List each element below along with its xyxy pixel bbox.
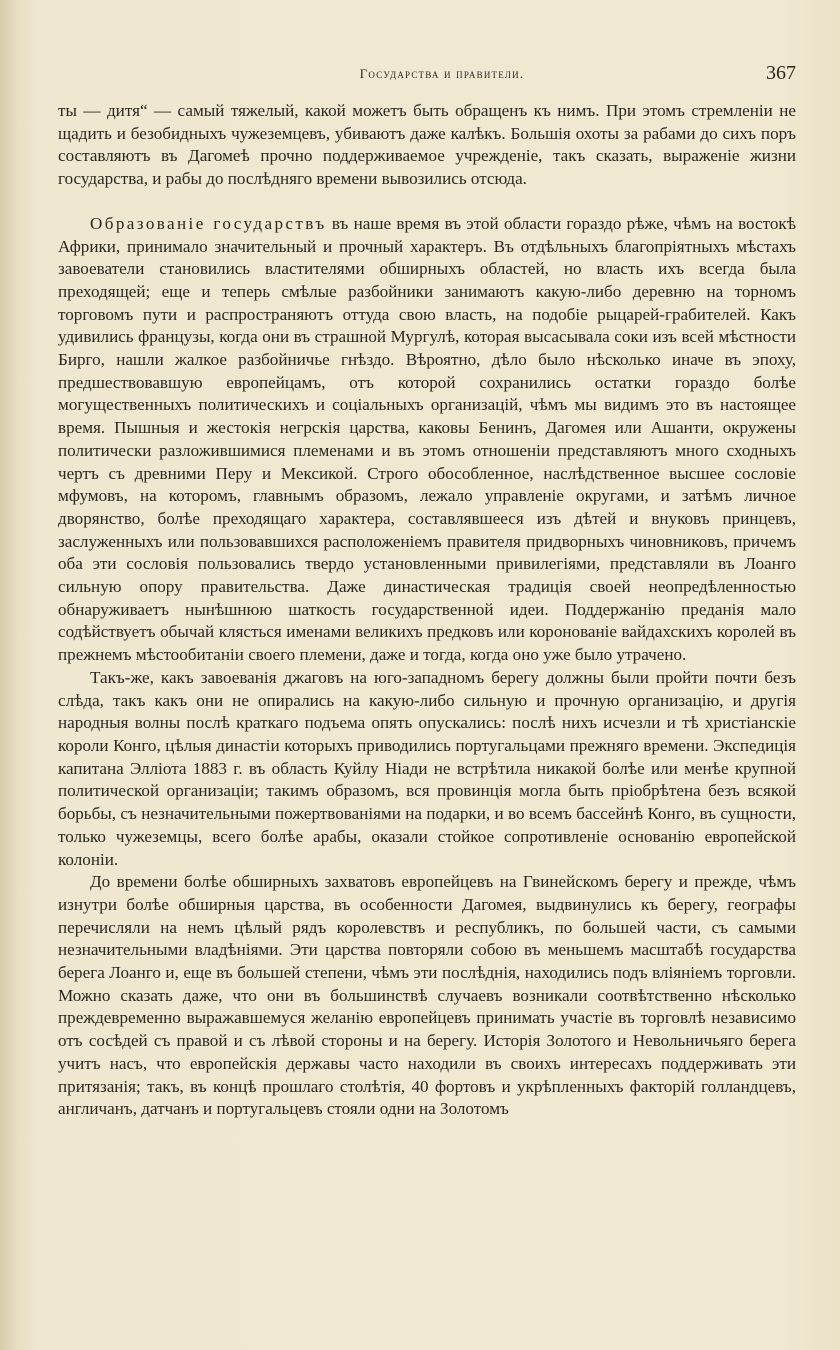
page-number: 367 [766, 62, 796, 84]
paragraph-4 [58, 871, 796, 1121]
paragraph-4-text: До времени болѣе обширныхъ захватовъ европейцевъ на Гвинейскомъ берегу и прежде, чѣмъ изнутри болѣе обширныя царства, въ особенности Дагомея, выдвинулись къ берегу, географы перечисляли на немъ цѣлый рядъ королевствъ и республикъ, по большей части, съ самыми незначительными владѣніями. Эти царства повторяли собою въ меньшемъ масштабѣ государства берега Лоанго и, еще въ большей степени, чѣмъ эти послѣднія, находились подъ вліяніемъ торговли. Можно сказать даже, что они въ большинствѣ случаевъ возникали соотвѣтственно нѣсколько преждевременно выражавшемуся желанію европейцевъ принимать участіе въ торговлѣ независимо отъ сосѣдей съ правой и съ лѣвой стороны и на берегу. Исторія Золотого и Невольничьяго берега учитъ насъ, что европейскія державы часто находили въ своихъ интересахъ поддерживать эти притязанія; такъ, въ концѣ прошлаго столѣтія, 40 фортовъ и укрѣпленныхъ факторій голландцевъ, англичанъ, датчанъ и португальцевъ стояли одни на Золотомъ [58, 872, 796, 1119]
body-text [58, 100, 796, 1121]
paragraph-3 [58, 667, 796, 871]
paragraph-1 [58, 100, 796, 191]
page-header [88, 62, 796, 88]
paragraph-3-text: Такъ-же, какъ завоеванія джаговъ на юго-западномъ берегу должны были пройти почти безъ слѣда, такъ какъ они не опирались на какую-либо сильную и прочную организацію, и другія народныя волны послѣ краткаго подъема опять опускались: послѣ нихъ исчезли и тѣ христіанскіе короли Конго, цѣлыя династіи которыхъ приводились португальцами прежняго времени. Экспедиція капитана Эллiота 1883 г. въ область Куйлу Ніади не встрѣтила никакой болѣе или менѣе крупной политической организаціи; такимъ образомъ, вся провинція могла быть пріобрѣтена безъ всякой борьбы, съ незначительными пожертвованіями на подарки, и во всемъ бассейнѣ Конго, въ сущности, только чужеземцы, всего болѣе арабы, оказали стойкое сопротивленіе основанію европейской колоніи. [58, 667, 796, 869]
paragraph-1-text: ты — дитя“ — самый тяжелый, какой можетъ быть обращенъ къ нимъ. При этомъ стремленіи не щадить и безобидныхъ чужеземцевъ, убиваютъ даже калѣкъ. Большія охоты за рабами до сихъ поръ составляютъ въ Дагомеѣ прочно поддерживаемое учрежденіе, такъ сказать, выраженіе жизни государства, и рабы до послѣдняго времени вывозились отсюда. [58, 101, 796, 189]
paragraph-2 [58, 213, 796, 667]
paragraph-2-text: въ наше время въ этой области гораздо рѣже, чѣмъ на востокѣ Африки, принимало значительный и прочный характеръ. Въ отдѣльныхъ благопріятныхъ мѣстахъ завоеватели становились властителями обширныхъ областей, но власть ихъ всегда была преходящей; еще и теперь смѣлые разбойники занимаютъ какую-либо деревню на торномъ торговомъ пути и распространяютъ оттуда свою власть, на подобіе рыцарей-грабителей. Какъ удивились французы, когда они въ страшной Мургулѣ, которая высасывала соки изъ всей мѣстности Бирго, нашли жалкое разбойничье гнѣздо. Вѣроятно, дѣло было нѣсколько иначе въ эпоху, предшествовавшую европейцамъ, отъ которой сохранились остатки гораздо болѣе могущественныхъ политическихъ и соціальныхъ организацій, чѣмъ мы видимъ это въ настоящее время. Пышныя и жестокія негрскія царства, каковы Бенинъ, Дагомея или Ашанти, окружены политически разложившимися племенами и въ этомъ отношеніи представляютъ много сходныхъ чертъ съ древними Перу и Мексикой. Строго обособленное, наслѣдственное высшее сословіе мфумовъ, на которомъ, главнымъ образомъ, лежало управленіе округами, и затѣмъ личное дворянство, болѣе преходящаго характера, составлявшееся изъ дѣтей и внуковъ принцевъ, заслуженныхъ или пользовавшихся расположеніемъ правителя придворныхъ чиновниковъ, причемъ оба эти сословія пользовались твердо установленными привилегіями, представляли въ Лоанго сильную опору правительства. Даже династическая традиція своей неопредѣленностью обнаруживаетъ нынѣшнюю шаткость государственной идеи. Поддержанію преданія мало содѣйствуетъ обычай клясться именами великихъ предковъ или коронованіе вайдахскихъ королей въ прежнемъ мѣстообитаніи своего племени, даже и тогда, когда оно уже было утрачено. [58, 213, 796, 665]
running-title: Государства и правители. [359, 66, 525, 81]
paragraph-2-lead: Образованіе государствъ [90, 213, 327, 233]
